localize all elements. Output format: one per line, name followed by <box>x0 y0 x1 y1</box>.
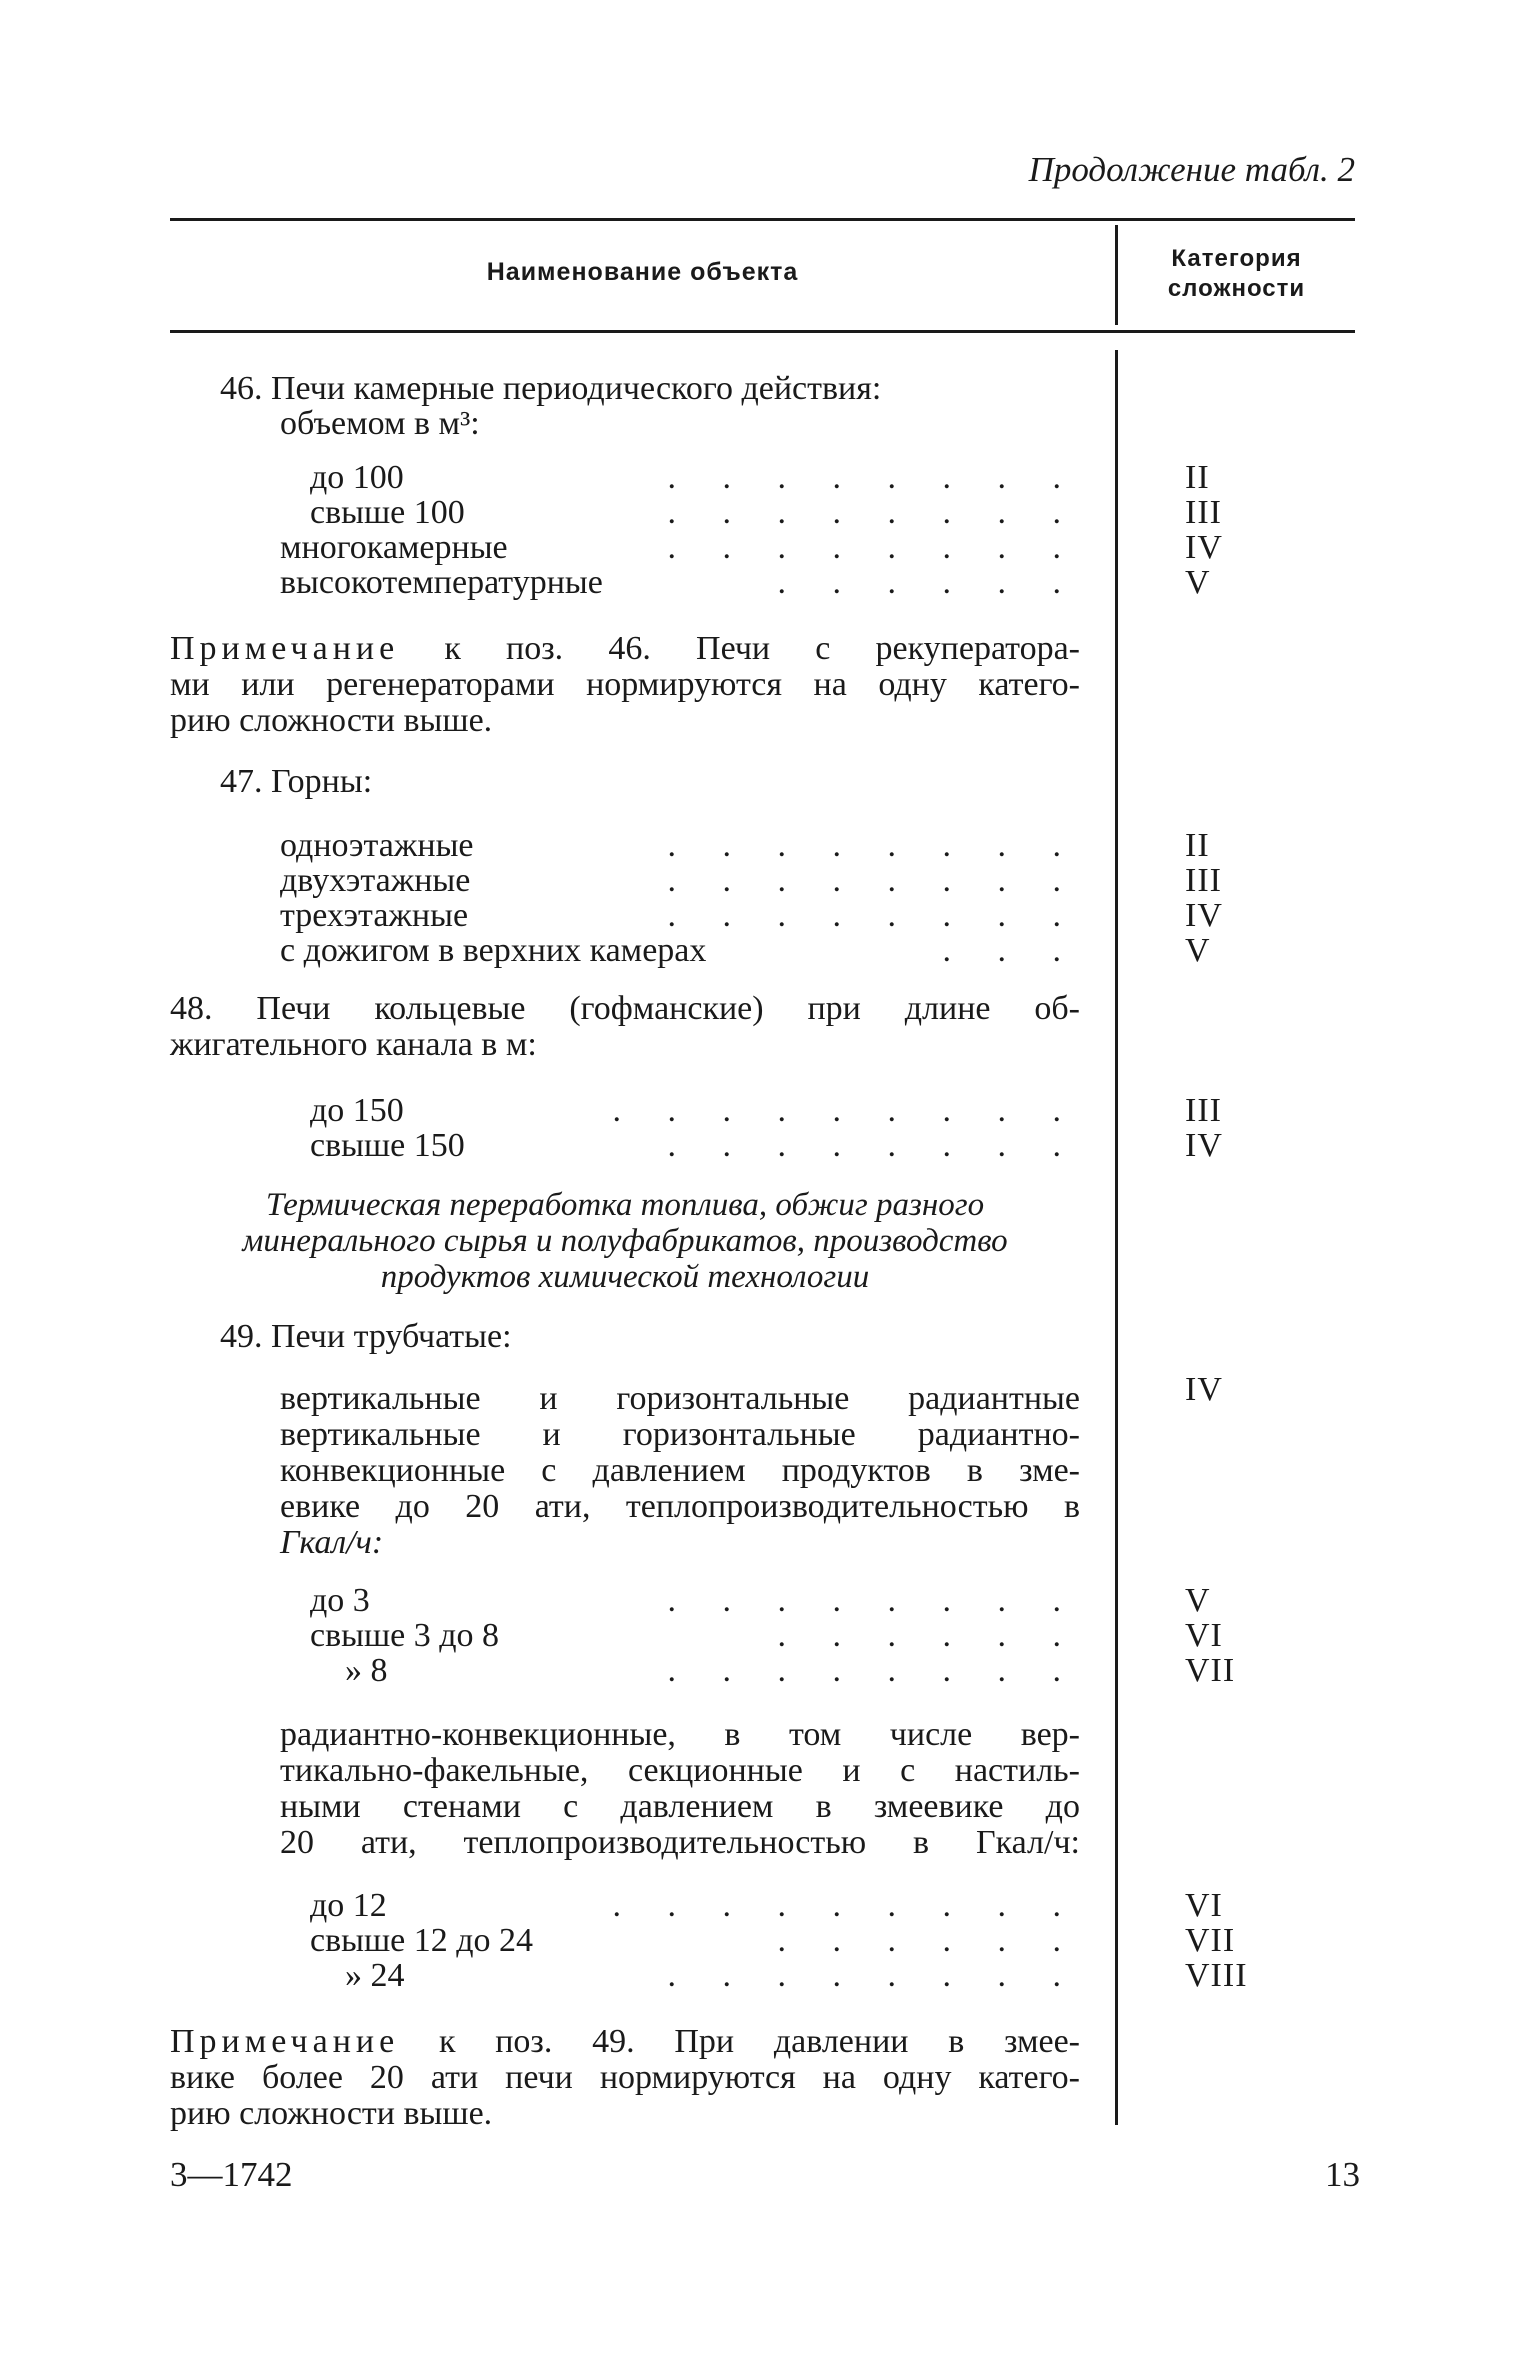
item46-row-1: до 100 . . . . . . . . <box>310 459 1080 496</box>
item46-title-line1: 46. Печи камерные периодического действия: <box>220 370 882 407</box>
item46-note-line1: Примечание к поз. 46. Печи с рекуператора- <box>170 630 1080 667</box>
page-number: 13 <box>1325 2155 1360 2194</box>
item49-group2-row-1: до 3 . . . . . . . . <box>310 1582 1080 1619</box>
item49-group2-row-2: свыше 3 до 8 . . . . . . <box>310 1617 1080 1654</box>
item49-group3-category-2: VII <box>1185 1922 1236 1959</box>
item46-note-line3: рию сложности выше. <box>170 702 493 739</box>
column-header-category-line2: сложности <box>1167 275 1306 302</box>
item46-category-1: II <box>1185 459 1210 496</box>
item46-note-line2: ми или регенераторами нормируются на одну катего- <box>170 666 1080 703</box>
item46-row-3: многокамерные . . . . . . . . <box>280 529 1080 566</box>
item47-row-3: трехэтажные . . . . . . . . <box>280 897 1080 934</box>
item49-note-line2: вике более 20 ати печи нормируются на одну катего- <box>170 2059 1080 2096</box>
continuation-label: Продолжение табл. 2 <box>1028 150 1355 189</box>
item47-category-4: V <box>1185 932 1211 969</box>
item49-group2-line4: Гкал/ч: <box>280 1524 384 1561</box>
body-column-divider <box>1115 350 1118 2125</box>
item46-category-4: V <box>1185 564 1211 601</box>
item48-title-line1: 48. Печи кольцевые (гофманские) при длине об- <box>170 990 1080 1027</box>
item48-row-2: свыше 150 . . . . . . . . <box>310 1127 1080 1164</box>
item47-title: 47. Горны: <box>220 763 373 800</box>
item47-category-2: III <box>1185 862 1222 899</box>
item49-group3-row-2: свыше 12 до 24 . . . . . . <box>310 1922 1080 1959</box>
column-header-category <box>1118 244 1355 304</box>
item49-group1-line1: вертикальные и горизонтальные радиантные <box>280 1380 1080 1417</box>
item49-note-line3: рию сложности выше. <box>170 2095 493 2132</box>
item47-category-3: IV <box>1185 897 1223 934</box>
table-top-rule <box>170 218 1355 221</box>
item49-group2-category-1: V <box>1185 1582 1211 1619</box>
item49-group2-line3: евике до 20 ати, теплопроизводительностью в <box>280 1488 1080 1525</box>
item46-row-2: свыше 100 . . . . . . . . <box>310 494 1080 531</box>
item49-group3-line2: тикально-факельные, секционные и с настиль- <box>280 1752 1080 1789</box>
item47-row-4: с дожигом в верхних камерах . . . <box>280 932 1080 969</box>
item49-group3-category-1: VI <box>1185 1887 1223 1924</box>
item49-group3-row-1: до 12 . . . . . . . . . <box>310 1887 1080 1924</box>
item47-category-1: II <box>1185 827 1210 864</box>
header-bottom-rule <box>170 330 1355 333</box>
section-heading-line2: минерального сырья и полуфабрикатов, производство <box>242 1223 1008 1259</box>
item49-group2-row-3: » 8 . . . . . . . . <box>345 1652 1080 1689</box>
column-header-name: Наименование объекта <box>486 258 799 286</box>
item49-group2-category-3: VII <box>1185 1652 1236 1689</box>
item47-row-1: одноэтажные . . . . . . . . <box>280 827 1080 864</box>
header-column-divider <box>1115 225 1118 325</box>
item46-row-4: высокотемпературные . . . . . . <box>280 564 1080 601</box>
item47-row-2: двухэтажные . . . . . . . . <box>280 862 1080 899</box>
item49-group2-line2: конвекционные с давлением продуктов в зме- <box>280 1452 1080 1489</box>
item49-group2-line1: вертикальные и горизонтальные радиантно- <box>280 1416 1080 1453</box>
item46-category-3: IV <box>1185 529 1223 566</box>
section-heading-line1: Термическая переработка топлива, обжиг разного <box>265 1187 985 1223</box>
item48-row-1: до 150 . . . . . . . . . <box>310 1092 1080 1129</box>
section-heading-line3: продуктов химической технологии <box>380 1259 870 1295</box>
item49-note-line1: Примечание к поз. 49. При давлении в змее- <box>170 2023 1080 2060</box>
item49-group1-category: IV <box>1185 1371 1223 1408</box>
item49-group3-row-3: » 24 . . . . . . . . <box>345 1957 1080 1994</box>
item48-title-line2: жигательного канала в м: <box>170 1026 537 1063</box>
item49-group3-line3: ными стенами с давлением в змеевике до <box>280 1788 1080 1825</box>
item48-category-1: III <box>1185 1092 1222 1129</box>
print-code: 3—1742 <box>170 2155 293 2194</box>
item49-group2-category-2: VI <box>1185 1617 1223 1654</box>
item49-group3-line4: 20 ати, теплопроизводительностью в Гкал/ч: <box>280 1824 1080 1861</box>
item49-group3-line1: радиантно-конвекционные, в том числе вер- <box>280 1716 1080 1753</box>
item46-category-2: III <box>1185 494 1222 531</box>
item46-title-line2: объемом в м³: <box>280 405 480 442</box>
item49-group3-category-3: VIII <box>1185 1957 1248 1994</box>
column-header-category-line1: Категория <box>1171 245 1302 272</box>
item48-category-2: IV <box>1185 1127 1223 1164</box>
item49-title: 49. Печи трубчатые: <box>220 1318 512 1355</box>
